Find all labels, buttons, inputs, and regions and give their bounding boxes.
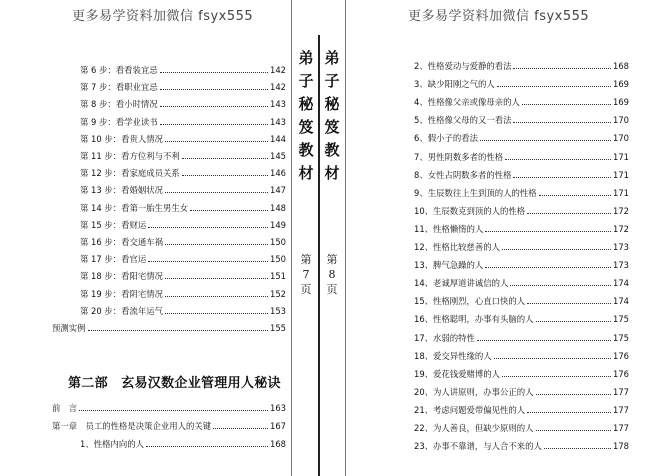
- toc-entry-page: 168: [270, 439, 286, 449]
- toc-entry: [80, 289, 286, 300]
- toc-leader-dots: [502, 243, 611, 250]
- toc-leader-dots: [160, 118, 268, 125]
- toc-leader-dots: [165, 238, 268, 245]
- toc-leader-dots: [165, 272, 268, 279]
- toc-leader-dots: [182, 169, 268, 176]
- toc-leader-dots: [527, 406, 611, 413]
- toc-entry-page: 174: [613, 296, 629, 307]
- toc-entry: [80, 82, 286, 93]
- toc-entry-title: 第 20 步：看流年运气: [80, 305, 163, 316]
- toc-entry-title: 第 13 步：看婚姻状况: [80, 185, 163, 196]
- toc-entry-title: 14、老诚厚道讲诚信的人: [414, 278, 509, 289]
- toc-leader-dots: [182, 152, 268, 159]
- toc-leader-dots: [165, 135, 268, 142]
- toc-leader-dots: [190, 204, 268, 211]
- toc-entry-title: 22、为人善良，但缺少原则的人: [414, 423, 534, 433]
- toc-entry-title: 预测实例: [52, 323, 86, 333]
- toc-leader-dots: [148, 255, 268, 262]
- toc-entry-page: 169: [613, 97, 629, 108]
- toc-leader-dots: [497, 80, 611, 87]
- toc-entry: [414, 170, 629, 181]
- toc-entry-title: 18、爱交异性缘的人: [414, 350, 492, 361]
- toc-entry: [52, 403, 286, 414]
- toc-entry-page: 171: [613, 187, 629, 198]
- toc-leader-dots: [539, 189, 611, 196]
- toc-entry: [80, 203, 286, 214]
- spine-divider: [318, 35, 320, 476]
- toc-entry-page: 175: [613, 314, 629, 325]
- toc-entry-title: 21、考虑问题爱带偏见性的人: [414, 404, 526, 415]
- toc-entry-page: 144: [270, 133, 286, 144]
- toc-leader-dots: [165, 307, 268, 314]
- toc-entry-title: 6、假小子的看法: [414, 133, 478, 144]
- toc-leader-dots: [79, 404, 268, 411]
- toc-leader-dots: [527, 297, 611, 304]
- toc-entry-page: 176: [613, 350, 629, 361]
- toc-entry: [414, 296, 629, 307]
- toc-entry: [52, 323, 286, 334]
- toc-entry-title: 10、生辰数克到顶的人的性格: [414, 205, 526, 216]
- toc-entry-title: 第 6 步：看看装宜忌: [80, 65, 158, 75]
- spine-title-right: 弟 子 秘 笈 教 材: [324, 49, 340, 182]
- toc-entry: [80, 151, 286, 162]
- toc-entry: [80, 65, 286, 76]
- toc-entry-page: 177: [613, 404, 629, 415]
- toc-leader-dots: [502, 370, 611, 377]
- toc-entry-page: 147: [270, 185, 286, 196]
- toc-entry-title: 12、性格比较慈善的人: [414, 242, 501, 252]
- right-page-number: 第 8 页: [326, 253, 338, 296]
- toc-entry-page: 174: [613, 278, 629, 289]
- toc-leader-dots: [544, 442, 611, 449]
- toc-entry-title: 15、性格刚烈，心直口快的人: [414, 296, 526, 307]
- toc-leader-dots: [494, 352, 611, 359]
- toc-entry: [414, 278, 629, 289]
- toc-entry-page: 163: [270, 403, 286, 413]
- toc-entry: [414, 405, 629, 416]
- toc-leader-dots: [213, 422, 268, 429]
- toc-entry: [80, 134, 286, 145]
- toc-entry-title: 17、水弱的特性: [414, 332, 475, 343]
- toc-leader-dots: [510, 279, 611, 286]
- toc-entry-page: 145: [270, 151, 286, 161]
- toc-leader-dots: [505, 153, 611, 160]
- toc-entry-title: 第 12 步：看家庭成员关系: [80, 168, 180, 179]
- left-page-number: 第 7 页: [300, 253, 312, 296]
- toc-entry-title: 前 言: [52, 403, 78, 413]
- toc-entry-title: 4、性格像父亲或像母亲的人: [414, 97, 520, 108]
- toc-entry-title: 11、性格懒惰的人: [414, 223, 484, 234]
- toc-entry: [414, 351, 629, 362]
- toc-entry-title: 第 18 步：看阳宅情况: [80, 271, 163, 282]
- toc-entry-title: 第 7 步：看职业宜忌: [80, 82, 158, 93]
- toc-entry: [80, 306, 286, 317]
- toc-entry: [80, 271, 286, 282]
- toc-entry-title: 13、脾气急躁的人: [414, 260, 484, 271]
- part-title: 第二部 玄易汉数企业管理用人秘诀: [68, 376, 281, 391]
- toc-entry-title: 第 14 步：看第一胎生男生女: [80, 202, 189, 213]
- toc-entry-title: 8、女性占阴数多者的性格: [414, 169, 512, 180]
- toc-entry: [414, 224, 629, 235]
- toc-leader-dots: [477, 334, 611, 341]
- watermark-right: 更多易学资料加微信 fsyx555: [408, 9, 590, 24]
- book-spine: [293, 0, 345, 476]
- toc-entry: [414, 242, 629, 253]
- toc-entry-title: 第 9 步：看学业读书: [80, 116, 158, 127]
- toc-entry-page: 146: [270, 168, 286, 179]
- toc-entry: [80, 168, 286, 179]
- right-page: [345, 0, 663, 476]
- toc-entry-page: 171: [613, 151, 629, 162]
- toc-entry-page: 148: [270, 202, 286, 213]
- toc-entry-page: 170: [613, 115, 629, 126]
- toc-leader-dots: [148, 221, 268, 228]
- toc-entry-title: 16、性格聪明，办事有头脑的人: [414, 314, 534, 325]
- toc-leader-dots: [536, 315, 611, 322]
- toc-entry-title: 第 19 步：看阴宅情况: [80, 288, 163, 299]
- toc-entry: [80, 220, 286, 231]
- left-page: [0, 0, 292, 476]
- toc-entry-title: 5、性格像父母的又一看法: [414, 115, 512, 126]
- toc-entry: [414, 260, 629, 271]
- toc-entry-page: 143: [270, 99, 286, 110]
- toc-entry-page: 153: [270, 305, 286, 316]
- toc-entry-page: 173: [613, 242, 629, 252]
- toc-leader-dots: [88, 324, 269, 331]
- toc-entry: [414, 206, 629, 217]
- toc-leader-dots: [165, 186, 268, 193]
- toc-entry-page: 152: [270, 288, 286, 299]
- toc-leader-dots: [513, 171, 611, 178]
- toc-entry-title: 3、缺少阳刚之气的人: [414, 79, 495, 90]
- toc-entry-page: 150: [270, 254, 286, 265]
- toc-entry: [414, 423, 629, 434]
- toc-entry-page: 172: [613, 205, 629, 216]
- toc-entry: [414, 333, 629, 344]
- toc-entry-page: 172: [613, 223, 629, 234]
- toc-entry-page: 149: [270, 219, 286, 230]
- toc-leader-dots: [536, 388, 611, 395]
- toc-entry-title: 第一章 员工的性格是决策企业用人的关键: [52, 421, 212, 431]
- toc-entry: [80, 117, 286, 128]
- toc-entry-page: 178: [613, 441, 629, 452]
- toc-entry-page: 167: [270, 421, 286, 431]
- toc-entry-page: 175: [613, 332, 629, 343]
- toc-leader-dots: [165, 290, 268, 297]
- toc-entry-title: 9、生辰数往上生到顶的人的性格: [414, 187, 537, 198]
- toc-entry-page: 176: [613, 368, 629, 379]
- toc-entry-title: 1、性格内向的人: [80, 439, 144, 449]
- toc-entry: [80, 185, 286, 196]
- toc-entry-title: 第 17 步：看官运: [80, 254, 147, 265]
- toc-entry: [414, 152, 629, 163]
- toc-entry: [80, 237, 286, 248]
- watermark-left: 更多易学资料加微信 fsyx555: [72, 9, 254, 24]
- toc-entry-title: 20、为人讲原则，办事公正的人: [414, 386, 534, 397]
- toc-entry: [80, 439, 286, 450]
- toc-entry: [414, 115, 629, 126]
- toc-entry: [414, 79, 629, 90]
- toc-leader-dots: [480, 134, 611, 141]
- toc-entry-page: 170: [613, 133, 629, 144]
- toc-entry-title: 23、办事不靠谱，与人合不来的人: [414, 441, 542, 452]
- toc-leader-dots: [160, 100, 268, 107]
- toc-leader-dots: [527, 207, 611, 214]
- toc-entry-page: 168: [613, 61, 629, 71]
- toc-leader-dots: [160, 83, 268, 90]
- toc-entry: [80, 254, 286, 265]
- toc-entry: [52, 421, 286, 432]
- toc-entry-page: 171: [613, 169, 629, 180]
- toc-entry: [414, 314, 629, 325]
- toc-entry: [414, 61, 629, 72]
- toc-entry-page: 142: [270, 82, 286, 93]
- toc-entry: [414, 369, 629, 380]
- toc-leader-dots: [485, 261, 611, 268]
- toc-leader-dots: [513, 62, 611, 69]
- toc-entry: [414, 133, 629, 144]
- toc-entry-page: 177: [613, 423, 629, 433]
- spine-title-left: 弟 子 秘 笈 教 材: [298, 49, 314, 182]
- toc-entry-title: 第 10 步：看贵人情况: [80, 133, 163, 144]
- toc-entry-page: 169: [613, 79, 629, 90]
- toc-entry-page: 177: [613, 386, 629, 397]
- toc-entry: [414, 441, 629, 452]
- toc-entry-title: 第 11 步：看方位利与不利: [80, 151, 180, 161]
- toc-entry: [414, 97, 629, 108]
- toc-entry-title: 第 16 步：看交通车祸: [80, 237, 163, 247]
- toc-entry-page: 143: [270, 116, 286, 127]
- toc-entry-page: 151: [270, 271, 286, 282]
- toc-entry-title: 7、男性阴数多者的性格: [414, 151, 504, 162]
- toc-entry: [414, 387, 629, 398]
- toc-entry-title: 19、爱花钱爱赌博的人: [414, 368, 501, 379]
- toc-entry-page: 173: [613, 260, 629, 271]
- toc-leader-dots: [146, 440, 268, 447]
- toc-entry-page: 155: [270, 323, 286, 333]
- toc-entry-page: 142: [270, 65, 286, 75]
- toc-leader-dots: [513, 116, 611, 123]
- toc-leader-dots: [160, 66, 268, 73]
- toc-entry: [80, 99, 286, 110]
- toc-leader-dots: [522, 98, 611, 105]
- toc-leader-dots: [485, 225, 611, 232]
- toc-entry-title: 第 15 步：看财运: [80, 219, 147, 230]
- toc-entry-title: 第 8 步：看小时情况: [80, 99, 158, 110]
- toc-entry: [414, 188, 629, 199]
- toc-leader-dots: [536, 424, 611, 431]
- toc-entry-title: 2、性格爱动与爱静的看法: [414, 61, 512, 71]
- toc-entry-page: 150: [270, 237, 286, 247]
